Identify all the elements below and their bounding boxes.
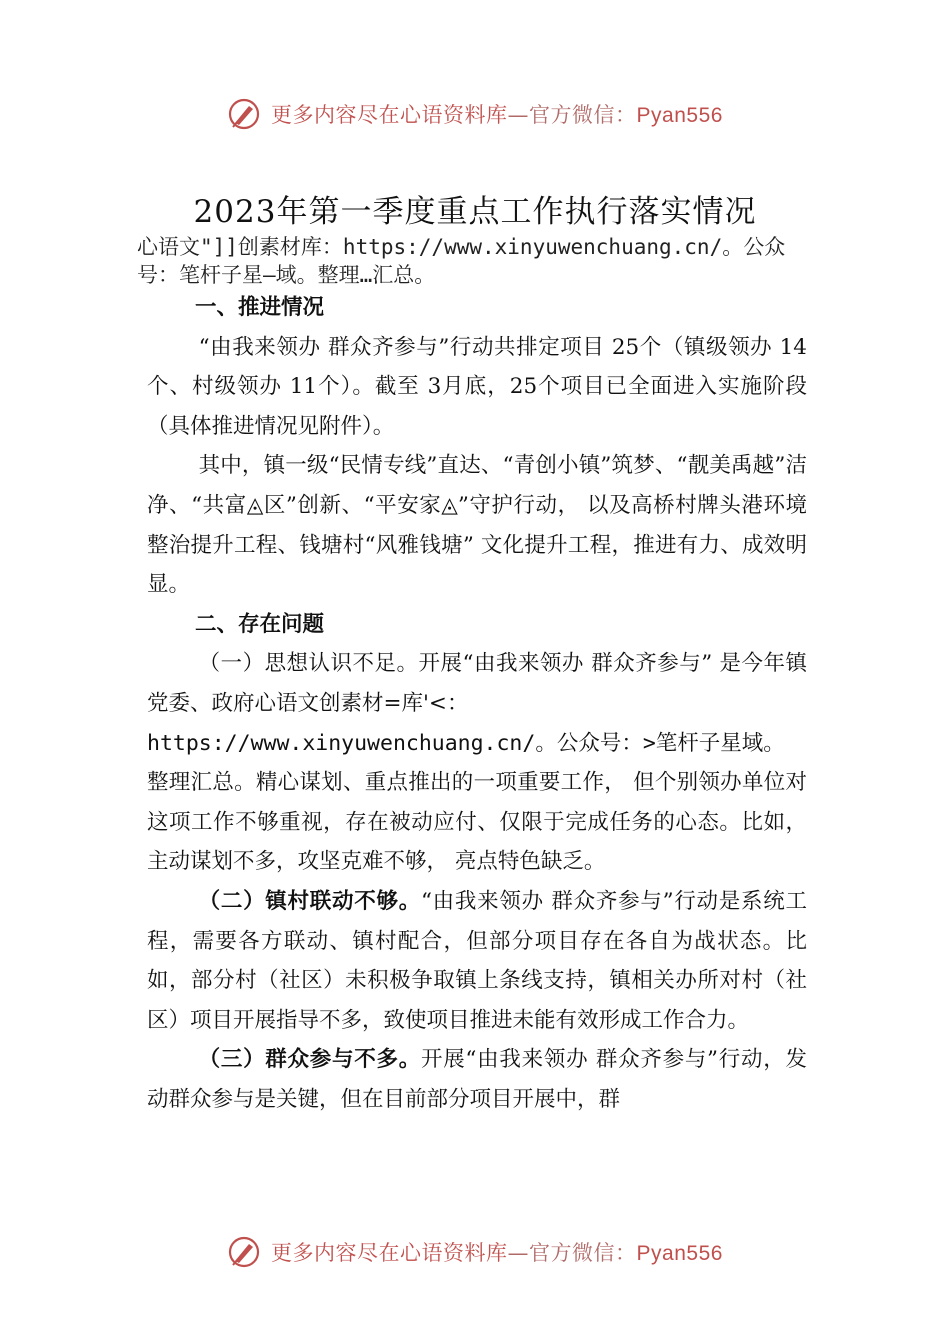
paragraph-progress-details: 其中，镇一级“民情专线”直达、“青创小镇”筑梦、“靓美禹越”洁净、“共富◬区”创新、“平安家◬”守护行动， 以及高桥村牌头港环境整治提升工程、钱塘村“风雅钱塘” 文化提升工程，推进有力、成效明显。 <box>147 453 807 598</box>
quill-logo-icon <box>227 1235 261 1269</box>
banner-text: 更多内容尽在心语资料库—官方微信：Pyan556 <box>271 1241 723 1265</box>
problem-2-lead: （二）镇村联动不够。 <box>198 888 421 914</box>
problem-3-text: 开展“由我来领办 群众齐参与”行动，发动群众参与是关键，但在目前部分项目开展中，群 <box>147 1047 807 1112</box>
problem-2-text: “由我来领办 群众齐参与”行动是系统工程，需要各方联动、镇村配合，但部分项目存在各自为战状态。比如，部分村（社区）未积极争取镇上条线支持，镇相关办所对村（社区）项目开展指导不多，致使项目推进未能有效形成工作合力。 <box>147 888 807 1033</box>
paragraph-problem-2 <box>147 882 807 1040</box>
paragraph-problem-1 <box>147 644 807 882</box>
problem-3-lead: （三）群众参与不多。 <box>198 1047 421 1073</box>
footer-banner <box>0 1230 950 1274</box>
paragraph-progress-summary: “由我来领办 群众齐参与”行动共排定项目 25个（镇级领办 14个、村级领办 11个）。截至 3月底，25个项目已全面进入实施阶段（具体推进情况见附件）。 <box>147 334 807 439</box>
problem-1-url: https://www.xinyuwenchuang.cn/。公众号：>笔杆子星域。 <box>147 730 785 756</box>
document-body <box>147 288 807 1119</box>
paragraph-problem-3 <box>147 1040 807 1119</box>
section-heading-problems: 二、存在问题 <box>195 611 325 637</box>
header-banner <box>0 92 950 136</box>
document-title: 2023年第一季度重点工作执行落实情况 <box>193 194 757 230</box>
problem-1-lead: （一）思想认识不足。 <box>198 651 419 677</box>
source-note: 心语文"]]创素材库：https://www.xinyuwenchuang.cn/。公众号：笔杆子星—域。整理…汇总。 <box>137 235 786 287</box>
section-heading-progress: 一、推进情况 <box>195 295 325 320</box>
quill-logo-icon <box>227 97 261 131</box>
problem-1-text-a: 开展“由我来领办 群众齐参与” 是今年镇党委、政府心语文创素材=库'<： <box>147 651 807 716</box>
banner-text: 更多内容尽在心语资料库—官方微信：Pyan556 <box>271 103 723 127</box>
problem-1-text-b: 整理汇总。精心谋划、重点推出的一项重要工作， 但个别领办单位对这项工作不够重视，存在被动应付、仅限于完成任务的心态。比如，主动谋划不多，攻坚克难不够， 亮点特色缺乏。 <box>147 770 807 875</box>
